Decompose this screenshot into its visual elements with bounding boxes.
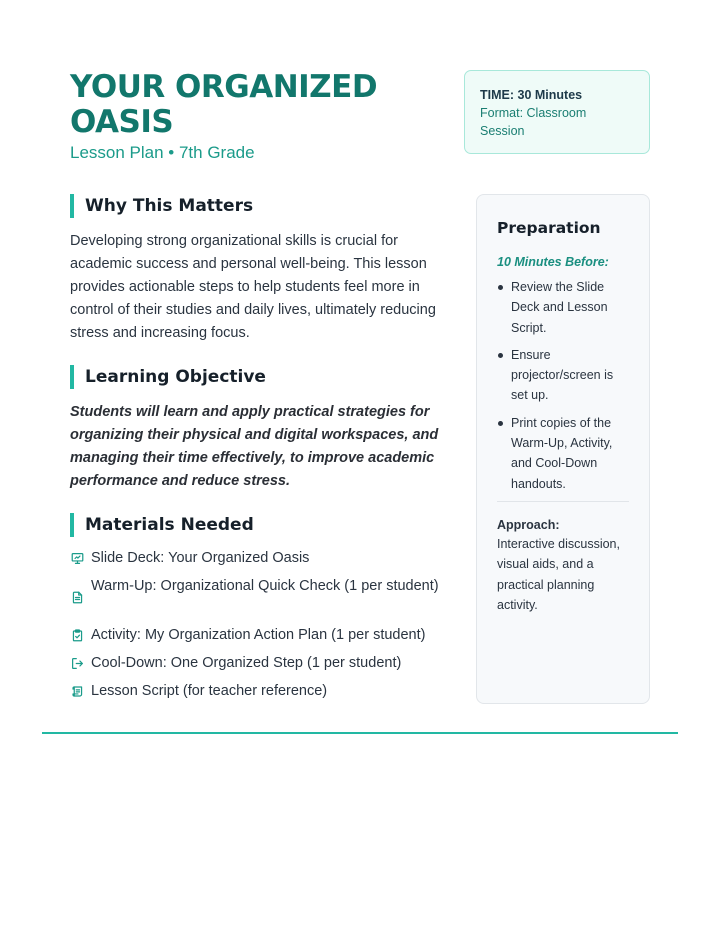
list-item [70,548,450,569]
clipboard-check-icon [70,625,84,646]
objective-heading: Learning Objective [70,365,266,389]
material-label: Lesson Script (for teacher reference) [91,683,328,699]
divider [497,501,629,502]
list-item [70,576,450,618]
material-label: Cool-Down: One Organized Step (1 per student) [91,655,402,671]
materials-heading: Materials Needed [70,513,254,537]
material-label: Activity: My Organization Action Plan (1 per student) [91,627,426,643]
list-item: Print copies of the Warm-Up, Activity, and Cool-Down handouts. [497,413,629,494]
material-label: Slide Deck: Your Organized Oasis [91,550,310,566]
format-label: Format: Classroom Session [480,106,587,138]
preparation-panel [476,194,650,704]
approach-label: Approach: [497,517,560,532]
preparation-list [497,277,629,494]
document-icon [70,576,84,618]
exit-arrow-icon [70,653,84,674]
footer-divider [42,732,678,734]
preparation-title: Preparation [497,219,601,237]
list-item: Review the Slide Deck and Lesson Script. [497,277,629,338]
page-subtitle: Lesson Plan • 7th Grade [70,143,255,162]
list-item [70,625,450,646]
page-title: YOUR ORGANIZED OASIS [70,69,378,140]
why-body: Developing strong organizational skills is crucial for academic success and personal well-being. This lesson provides actionable steps to help students feel more in control of their studies and daily lives, ultimately reducing stress and increasing focus. [70,233,436,341]
materials-list [70,548,450,709]
why-heading: Why This Matters [70,194,253,218]
objective-body: Students will learn and apply practical strategies for organizing their physical and digital workspaces, and managing their time effectively, to improve academic performance and reduce stress. [70,404,439,489]
script-icon [70,681,84,702]
list-item [70,681,450,702]
approach-text: Interactive discussion, visual aids, and a practical planning activity. [497,536,620,612]
time-label: TIME: 30 Minutes [480,88,583,102]
material-label: Warm-Up: Organizational Quick Check (1 per student) [91,578,439,594]
time-info-box [464,70,650,154]
list-item: Ensure projector/screen is set up. [497,345,629,406]
preparation-subheading: 10 Minutes Before: [497,255,609,269]
presentation-icon [70,548,84,569]
list-item [70,653,450,674]
